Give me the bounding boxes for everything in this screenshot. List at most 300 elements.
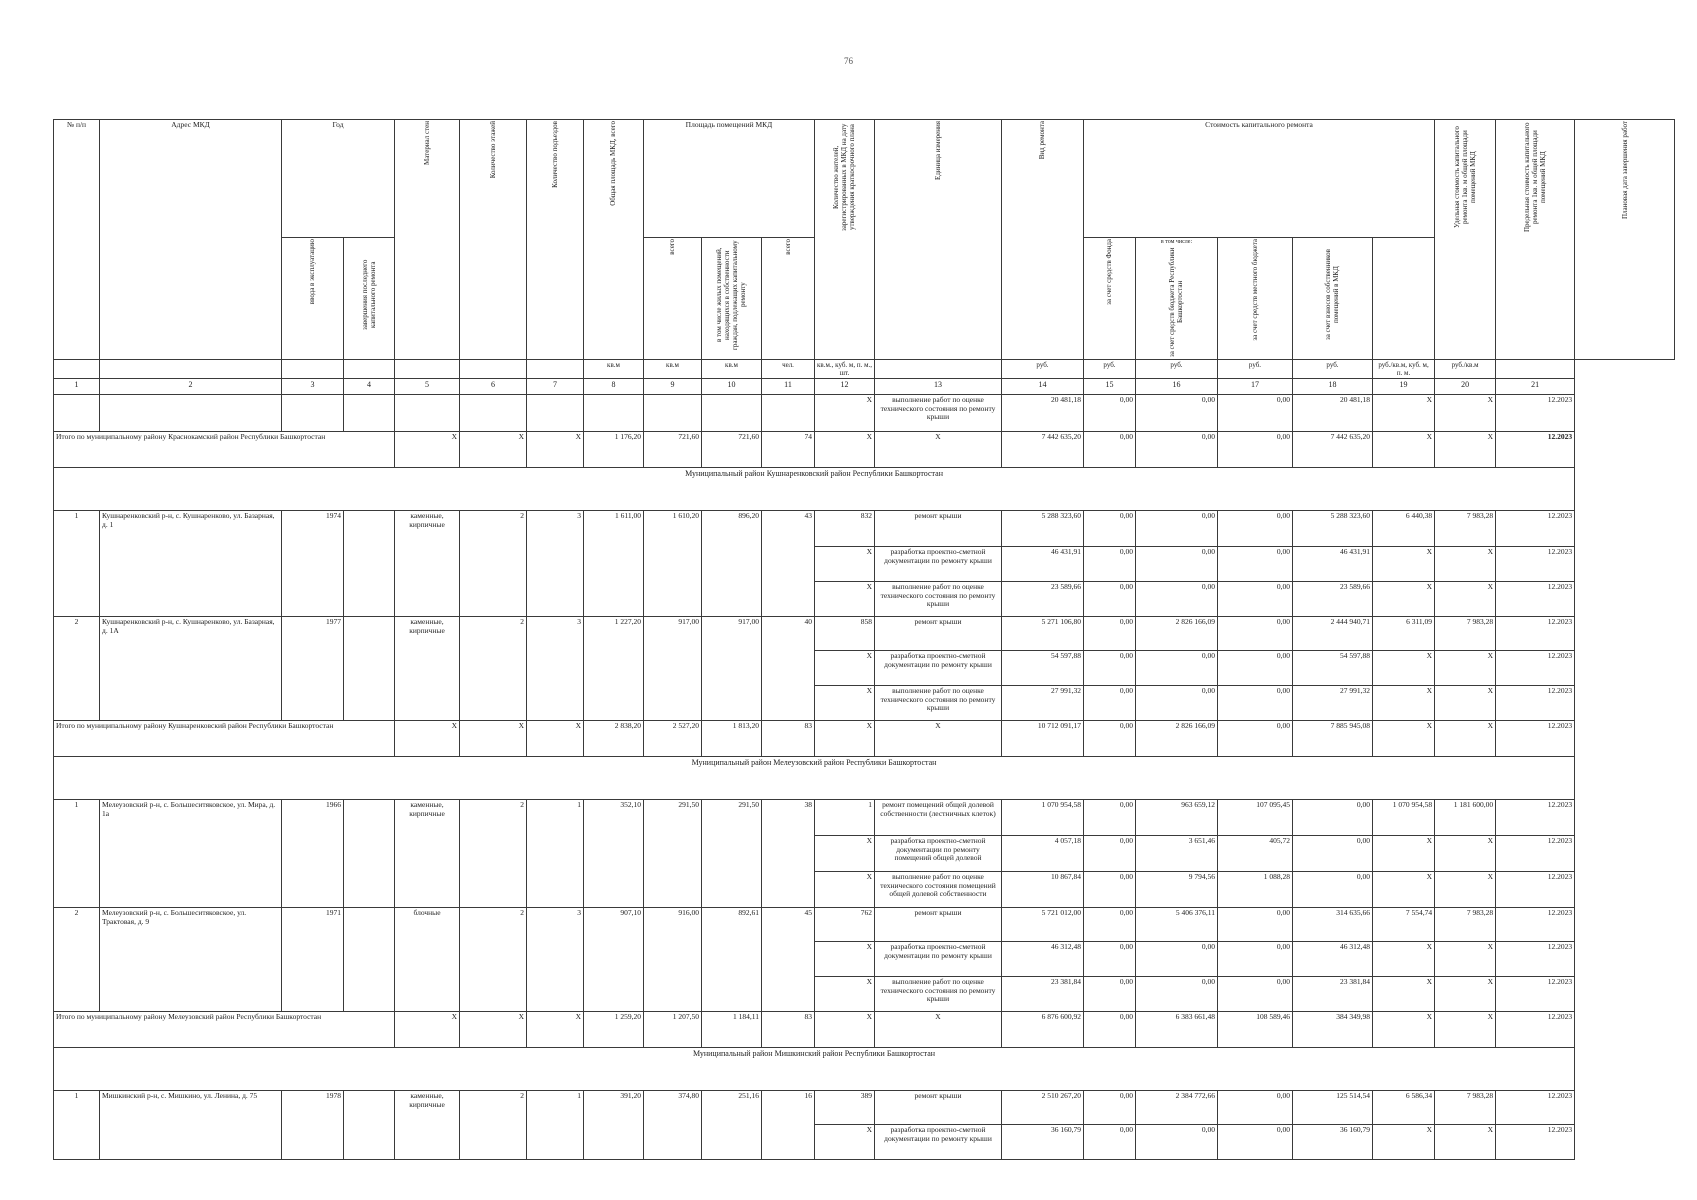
table-cell: 1 181 600,00 xyxy=(1435,799,1496,835)
table-cell: X xyxy=(1373,976,1435,1011)
table-cell: 7 885 945,08 xyxy=(1293,720,1373,756)
table-cell: руб./кв.м, куб. м, п. м. xyxy=(1373,359,1435,378)
table-cell: 23 589,66 xyxy=(1002,581,1084,616)
table-cell: 10 xyxy=(702,378,762,394)
table-cell: 5 271 106,80 xyxy=(1002,616,1084,650)
header-year-group xyxy=(282,120,395,238)
table-row xyxy=(54,510,1675,546)
table-cell: Муниципальный район Мелеузовский район Республики Башкортостан xyxy=(54,756,1575,799)
header-floors xyxy=(460,120,527,360)
table-cell xyxy=(344,1090,395,1159)
table-cell: X xyxy=(815,941,875,976)
table-cell: X xyxy=(395,431,460,467)
table-cell: 291,50 xyxy=(644,799,702,907)
table-cell: 36 160,79 xyxy=(1002,1124,1084,1159)
table-cell: 7 xyxy=(527,378,584,394)
table-cell: кв.м., куб. м, п. м., шт. xyxy=(815,359,875,378)
table-cell: 12.2023 xyxy=(1496,581,1575,616)
table-cell: Общая площадь МКД, всего xyxy=(609,121,618,206)
table-cell xyxy=(282,359,344,378)
table-cell: разработка проектно-сметной документации по ремонту крыши xyxy=(875,546,1002,581)
header-wall xyxy=(395,120,460,360)
table-cell: 0,00 xyxy=(1084,581,1136,616)
table-row xyxy=(54,394,1675,431)
table-cell: ремонт крыши xyxy=(875,510,1002,546)
table-cell: 40 xyxy=(762,616,815,720)
table-cell: 0,00 xyxy=(1218,394,1293,431)
table-cell: 1966 xyxy=(282,799,344,907)
table-cell: 0,00 xyxy=(1084,907,1136,941)
table-cell: 0,00 xyxy=(1084,1090,1136,1124)
table-cell: 0,00 xyxy=(1218,907,1293,941)
table-cell: 0,00 xyxy=(1218,650,1293,685)
table-row xyxy=(54,907,1675,941)
table-cell: 0,00 xyxy=(1136,976,1218,1011)
table-cell: X xyxy=(395,720,460,756)
table-cell: 0,00 xyxy=(1218,685,1293,720)
table-cell: 1978 xyxy=(282,1090,344,1159)
table-cell: 2 444 940,71 xyxy=(1293,616,1373,650)
table-cell: X xyxy=(875,720,1002,756)
table-cell: X xyxy=(460,720,527,756)
table-cell: 19 xyxy=(1373,378,1435,394)
table-cell: 0,00 xyxy=(1084,835,1136,871)
table-cell xyxy=(282,394,344,431)
table-cell: Предельная стоимость капитального ремонта 1кв. м общей площади помещений МКД xyxy=(1522,122,1548,232)
table-cell: X xyxy=(815,976,875,1011)
table-cell: 314 635,66 xyxy=(1293,907,1373,941)
table-cell xyxy=(460,359,527,378)
table-cell: 13 xyxy=(875,378,1002,394)
table-cell: каменные, кирпичные xyxy=(395,510,460,616)
header-units-row xyxy=(54,359,1675,378)
table-cell xyxy=(344,907,395,1011)
table-cell: 46 312,48 xyxy=(1293,941,1373,976)
table-cell: Адрес МКД xyxy=(171,120,210,129)
table-cell: 2 xyxy=(460,616,527,720)
table-cell: X xyxy=(815,394,875,431)
table-cell: X xyxy=(527,431,584,467)
table-cell: 0,00 xyxy=(1218,616,1293,650)
table-cell: выполнение работ по оценке технического состояния помещений общей долевой собственности xyxy=(875,871,1002,907)
table-cell: X xyxy=(815,720,875,756)
table-cell: 0,00 xyxy=(1084,616,1136,650)
table-cell: разработка проектно-сметной документации по ремонту помещений общей долевой xyxy=(875,835,1002,871)
table-cell: 1 xyxy=(54,378,100,394)
table-cell: блочные xyxy=(395,907,460,1011)
table-cell: 83 xyxy=(762,1011,815,1047)
table-cell: 1 610,20 xyxy=(644,510,702,616)
table-cell: Итого по муниципальному району Кушнаренковский район Республики Башкортостан xyxy=(54,720,395,756)
table-row xyxy=(54,799,1675,835)
table-cell: 20 xyxy=(1435,378,1496,394)
table-cell: X xyxy=(1435,394,1496,431)
table-cell: 12.2023 xyxy=(1496,650,1575,685)
table-cell: 0,00 xyxy=(1084,799,1136,835)
table-cell: 27 991,32 xyxy=(1293,685,1373,720)
table-cell: 405,72 xyxy=(1218,835,1293,871)
table-cell: X xyxy=(815,431,875,467)
table-cell: X xyxy=(815,1124,875,1159)
header-area-residential xyxy=(702,238,762,360)
table-cell: 0,00 xyxy=(1136,685,1218,720)
table-cell: X xyxy=(1435,546,1496,581)
table-cell: 12.2023 xyxy=(1496,835,1575,871)
table-cell: 12.2023 xyxy=(1496,546,1575,581)
table-cell: 0,00 xyxy=(1218,941,1293,976)
table-cell xyxy=(644,394,702,431)
table-cell: 6 311,09 xyxy=(1373,616,1435,650)
table-cell: 2 xyxy=(100,378,282,394)
table-cell: 16 xyxy=(1136,378,1218,394)
table-cell: 83 xyxy=(762,720,815,756)
table-cell: кв.м xyxy=(644,359,702,378)
table-cell xyxy=(460,394,527,431)
table-cell: 21 xyxy=(1496,378,1575,394)
table-cell: 45 xyxy=(762,907,815,1011)
table-cell: 7 442 635,20 xyxy=(1293,431,1373,467)
table-cell: руб./кв.м xyxy=(1435,359,1496,378)
table-cell: руб. xyxy=(1218,359,1293,378)
table-cell: 14 xyxy=(1002,378,1084,394)
table-cell: кв.м xyxy=(584,359,644,378)
table-cell: X xyxy=(1435,871,1496,907)
table-cell: 4 xyxy=(344,378,395,394)
header-cost-owners xyxy=(1293,238,1373,360)
table-cell: 27 991,32 xyxy=(1002,685,1084,720)
table-cell: X xyxy=(395,1011,460,1047)
table-cell: 12 xyxy=(815,378,875,394)
header-cost-all xyxy=(762,238,815,360)
table-cell xyxy=(875,359,1002,378)
table-cell: 0,00 xyxy=(1084,941,1136,976)
table-cell: Мишкинский р-н, с. Мишкино, ул. Ленина, д. 75 xyxy=(100,1090,282,1159)
table-cell: X xyxy=(460,1011,527,1047)
table-cell: 1 611,00 xyxy=(584,510,644,616)
table-cell: в том числе: xyxy=(1160,239,1193,245)
table-cell: 6 440,38 xyxy=(1373,510,1435,546)
section-heading xyxy=(54,756,1675,799)
section-heading xyxy=(54,467,1675,510)
table-cell xyxy=(344,616,395,720)
table-cell: 15 xyxy=(1084,378,1136,394)
table-cell: 10 867,84 xyxy=(1002,871,1084,907)
table-cell xyxy=(100,394,282,431)
table-cell: 916,00 xyxy=(644,907,702,1011)
table-cell: каменные, кирпичные xyxy=(395,1090,460,1159)
table-cell: Итого по муниципальному району Мелеузовский район Республики Башкортостан xyxy=(54,1011,395,1047)
table-cell: 8 xyxy=(584,378,644,394)
column-numbers-row xyxy=(54,378,1675,394)
table-cell: 10 712 091,17 xyxy=(1002,720,1084,756)
table-cell: Материал стен xyxy=(422,121,431,165)
table-cell: 7 983,28 xyxy=(1435,510,1496,546)
header-total-area xyxy=(584,120,644,360)
table-cell: X xyxy=(875,431,1002,467)
table-cell: 46 312,48 xyxy=(1002,941,1084,976)
table-cell: X xyxy=(527,1011,584,1047)
header-commission-year xyxy=(282,238,344,360)
table-cell: 3 xyxy=(527,907,584,1011)
table-cell: 12.2023 xyxy=(1496,907,1575,941)
table-cell: ремонт крыши xyxy=(875,907,1002,941)
header-last-repair xyxy=(344,238,395,360)
table-cell: 18 xyxy=(1293,378,1373,394)
table-cell: 0,00 xyxy=(1293,871,1373,907)
table-cell: 12.2023 xyxy=(1496,431,1575,467)
table-cell: 12.2023 xyxy=(1496,510,1575,546)
table-cell: X xyxy=(815,546,875,581)
table-cell: 125 514,54 xyxy=(1293,1090,1373,1124)
table-cell: 6 586,34 xyxy=(1373,1090,1435,1124)
table-cell: 917,00 xyxy=(702,616,762,720)
table-cell: 0,00 xyxy=(1084,871,1136,907)
table-cell: 0,00 xyxy=(1218,581,1293,616)
header-address xyxy=(100,120,282,360)
table-cell: 12.2023 xyxy=(1496,976,1575,1011)
table-row xyxy=(54,616,1675,650)
table-cell: X xyxy=(1373,835,1435,871)
table-cell: 108 589,46 xyxy=(1218,1011,1293,1047)
header-residents xyxy=(815,120,875,360)
table-cell: 1 259,20 xyxy=(584,1011,644,1047)
table-cell: 2 826 166,09 xyxy=(1136,616,1218,650)
table-cell: 0,00 xyxy=(1218,720,1293,756)
table-cell xyxy=(527,394,584,431)
table-cell: 963 659,12 xyxy=(1136,799,1218,835)
table-cell: 0,00 xyxy=(1136,546,1218,581)
table-cell: 6 876 600,92 xyxy=(1002,1011,1084,1047)
table-cell: Стоимость капитального ремонта xyxy=(1205,120,1313,129)
table-cell: X xyxy=(1435,581,1496,616)
table-cell: X xyxy=(1373,871,1435,907)
table-cell: X xyxy=(1373,1124,1435,1159)
table-cell xyxy=(584,394,644,431)
table-cell: 1 070 954,58 xyxy=(1002,799,1084,835)
section-heading xyxy=(54,1047,1675,1090)
table-cell: 5 xyxy=(395,378,460,394)
table-cell: руб. xyxy=(1136,359,1218,378)
table-cell: X xyxy=(527,720,584,756)
table-cell: 2 527,20 xyxy=(644,720,702,756)
table-cell: X xyxy=(1373,685,1435,720)
table-cell: 12.2023 xyxy=(1496,394,1575,431)
table-cell: 1 070 954,58 xyxy=(1373,799,1435,835)
table-cell: 1977 xyxy=(282,616,344,720)
header-row-1 xyxy=(54,120,1675,238)
table-cell: X xyxy=(1373,394,1435,431)
table-cell: X xyxy=(815,835,875,871)
table-cell: 0,00 xyxy=(1084,546,1136,581)
table-cell xyxy=(395,394,460,431)
table-cell: 1971 xyxy=(282,907,344,1011)
capital-repair-table xyxy=(53,119,1675,1160)
table-cell: 1 184,11 xyxy=(702,1011,762,1047)
table-cell: 1 xyxy=(527,799,584,907)
table-cell: 7 983,28 xyxy=(1435,616,1496,650)
table-cell: 17 xyxy=(1218,378,1293,394)
table-cell: Плановая дата завершения работ xyxy=(1620,121,1629,220)
table-cell: 2 xyxy=(460,907,527,1011)
table-cell: 892,61 xyxy=(702,907,762,1011)
table-cell: 9 794,56 xyxy=(1136,871,1218,907)
table-cell: ремонт крыши xyxy=(875,1090,1002,1124)
table-cell: 1 xyxy=(527,1090,584,1159)
table-cell: 762 xyxy=(815,907,875,941)
table-cell: 3 xyxy=(527,616,584,720)
table-cell: 0,00 xyxy=(1136,650,1218,685)
table-cell: 374,80 xyxy=(644,1090,702,1159)
table-cell: Год xyxy=(332,120,344,129)
table-cell: 0,00 xyxy=(1218,431,1293,467)
district-total-row xyxy=(54,720,1675,756)
table-cell: каменные, кирпичные xyxy=(395,799,460,907)
table-cell: 5 406 376,11 xyxy=(1136,907,1218,941)
table-cell: Мелеузовский р-н, с. Большеситяковское, ул. Мира, д. 1а xyxy=(100,799,282,907)
table-cell: в том числе жилых помещений, находящихся в собственности граждан, подлежащих капитальному ремонту xyxy=(715,240,748,350)
table-cell: 23 589,66 xyxy=(1293,581,1373,616)
header-cost-republic xyxy=(1136,238,1218,360)
table-cell: Единица измерения xyxy=(933,121,942,180)
table-cell: Количество подъездов xyxy=(550,121,559,188)
table-cell: 4 057,18 xyxy=(1002,835,1084,871)
table-cell: 2 xyxy=(54,907,100,1011)
table-cell: 5 721 012,00 xyxy=(1002,907,1084,941)
table-cell: чел. xyxy=(762,359,815,378)
table-cell: 7 983,28 xyxy=(1435,907,1496,941)
table-cell: 9 xyxy=(644,378,702,394)
table-cell: ремонт помещений общей долевой собственности (лестничных клеток) xyxy=(875,799,1002,835)
table-cell: X xyxy=(1373,941,1435,976)
header-cost-group xyxy=(1084,120,1435,238)
table-cell: 2 xyxy=(460,1090,527,1159)
table-cell: выполнение работ по оценке технического состояния по ремонту крыши xyxy=(875,976,1002,1011)
table-cell: Муниципальный район Кушнаренковский район Республики Башкортостан xyxy=(54,467,1575,510)
table-cell: 2 xyxy=(460,799,527,907)
table-cell: Количество этажей xyxy=(488,121,497,179)
table-cell: 12.2023 xyxy=(1496,1090,1575,1124)
table-cell: X xyxy=(1435,1011,1496,1047)
table-cell: 12.2023 xyxy=(1496,1011,1575,1047)
table-cell: Кушнаренковский р-н, с. Кушнаренково, ул. Базарная, д. 1А xyxy=(100,616,282,720)
table-cell: Вид ремонта xyxy=(1038,121,1047,160)
table-cell: Количество жителей, зарегистрированных в МКД на дату утверждения краткосрочного плана xyxy=(832,123,857,231)
table-cell: за счет средств Фонда xyxy=(1105,239,1114,305)
table-cell: 917,00 xyxy=(644,616,702,720)
header-unit-cost xyxy=(1435,120,1496,360)
table-cell: за счет взносов собственников помещений в МКД xyxy=(1324,249,1341,341)
table-cell: 832 xyxy=(815,510,875,546)
table-cell: 0,00 xyxy=(1136,1124,1218,1159)
table-cell: выполнение работ по оценке технического состояния по ремонту крыши xyxy=(875,394,1002,431)
table-cell: 6 xyxy=(460,378,527,394)
table-cell: 0,00 xyxy=(1084,720,1136,756)
table-cell: 0,00 xyxy=(1136,394,1218,431)
table-cell: 54 597,88 xyxy=(1293,650,1373,685)
table-cell: 0,00 xyxy=(1084,650,1136,685)
table-cell: 6 383 661,48 xyxy=(1136,1011,1218,1047)
table-cell: 3 651,46 xyxy=(1136,835,1218,871)
table-cell: X xyxy=(460,431,527,467)
table-cell: разработка проектно-сметной документации по ремонту крыши xyxy=(875,941,1002,976)
table-cell xyxy=(527,359,584,378)
table-cell: 20 481,18 xyxy=(1293,394,1373,431)
table-cell: 7 983,28 xyxy=(1435,1090,1496,1124)
table-cell: всего xyxy=(668,239,677,255)
table-cell: X xyxy=(1373,581,1435,616)
table-cell: 0,00 xyxy=(1084,685,1136,720)
table-cell: Площадь помещений МКД xyxy=(685,120,773,129)
table-cell: 12.2023 xyxy=(1496,616,1575,650)
table-cell: 858 xyxy=(815,616,875,650)
table-cell: 36 160,79 xyxy=(1293,1124,1373,1159)
table-cell: 0,00 xyxy=(1218,976,1293,1011)
table-cell: 0,00 xyxy=(1084,431,1136,467)
table-cell: 1974 xyxy=(282,510,344,616)
table-cell: 23 381,84 xyxy=(1293,976,1373,1011)
table-cell: 1 xyxy=(54,1090,100,1159)
table-cell: 12.2023 xyxy=(1496,1124,1575,1159)
table-cell: 1 xyxy=(54,510,100,616)
table-cell: ремонт крыши xyxy=(875,616,1002,650)
table-cell: ввода в эксплуатацию xyxy=(308,239,317,305)
header-cost-local xyxy=(1218,238,1293,360)
table-cell: 5 288 323,60 xyxy=(1293,510,1373,546)
table-cell: X xyxy=(1435,431,1496,467)
table-cell: 3 xyxy=(282,378,344,394)
table-cell xyxy=(344,359,395,378)
header-area-all xyxy=(644,238,702,360)
table-cell: 352,10 xyxy=(584,799,644,907)
table-cell: X xyxy=(815,871,875,907)
table-cell: X xyxy=(1435,976,1496,1011)
table-cell xyxy=(762,394,815,431)
table-cell: 0,00 xyxy=(1136,581,1218,616)
table-cell: 2 384 772,66 xyxy=(1136,1090,1218,1124)
table-cell: X xyxy=(1435,650,1496,685)
table-cell: 1 176,20 xyxy=(584,431,644,467)
header-unit xyxy=(875,120,1002,360)
table-cell: X xyxy=(1435,1124,1496,1159)
table-cell: 391,20 xyxy=(584,1090,644,1159)
table-cell: выполнение работ по оценке технического состояния по ремонту крыши xyxy=(875,685,1002,720)
table-cell xyxy=(395,359,460,378)
table-cell: 2 838,20 xyxy=(584,720,644,756)
table-cell: 0,00 xyxy=(1218,510,1293,546)
district-total-row xyxy=(54,431,1675,467)
table-cell: Удельная стоимость капитального ремонта 1кв. м общей площади помещений МКД xyxy=(1452,126,1478,228)
table-cell: 7 554,74 xyxy=(1373,907,1435,941)
header-no xyxy=(54,120,100,360)
table-cell: разработка проектно-сметной документации по ремонту крыши xyxy=(875,1124,1002,1159)
header-work-type xyxy=(1002,120,1084,360)
table-row xyxy=(54,1090,1675,1124)
table-cell: руб. xyxy=(1293,359,1373,378)
table-cell: 1 088,28 xyxy=(1218,871,1293,907)
table-cell: 291,50 xyxy=(702,799,762,907)
table-cell: Кушнаренковский р-н, с. Кушнаренково, ул. Базарная, д. 1 xyxy=(100,510,282,616)
table-cell: X xyxy=(1373,720,1435,756)
table-cell: 1 207,50 xyxy=(644,1011,702,1047)
table-cell: завершения последнего капитального ремонта xyxy=(360,259,377,331)
table-cell: № п/п xyxy=(66,120,87,129)
table-cell: 0,00 xyxy=(1293,799,1373,835)
table-cell: 1 227,20 xyxy=(584,616,644,720)
table-cell: X xyxy=(815,581,875,616)
header-cost-fund xyxy=(1084,238,1136,360)
table-cell: 721,60 xyxy=(644,431,702,467)
table-cell: 46 431,91 xyxy=(1002,546,1084,581)
